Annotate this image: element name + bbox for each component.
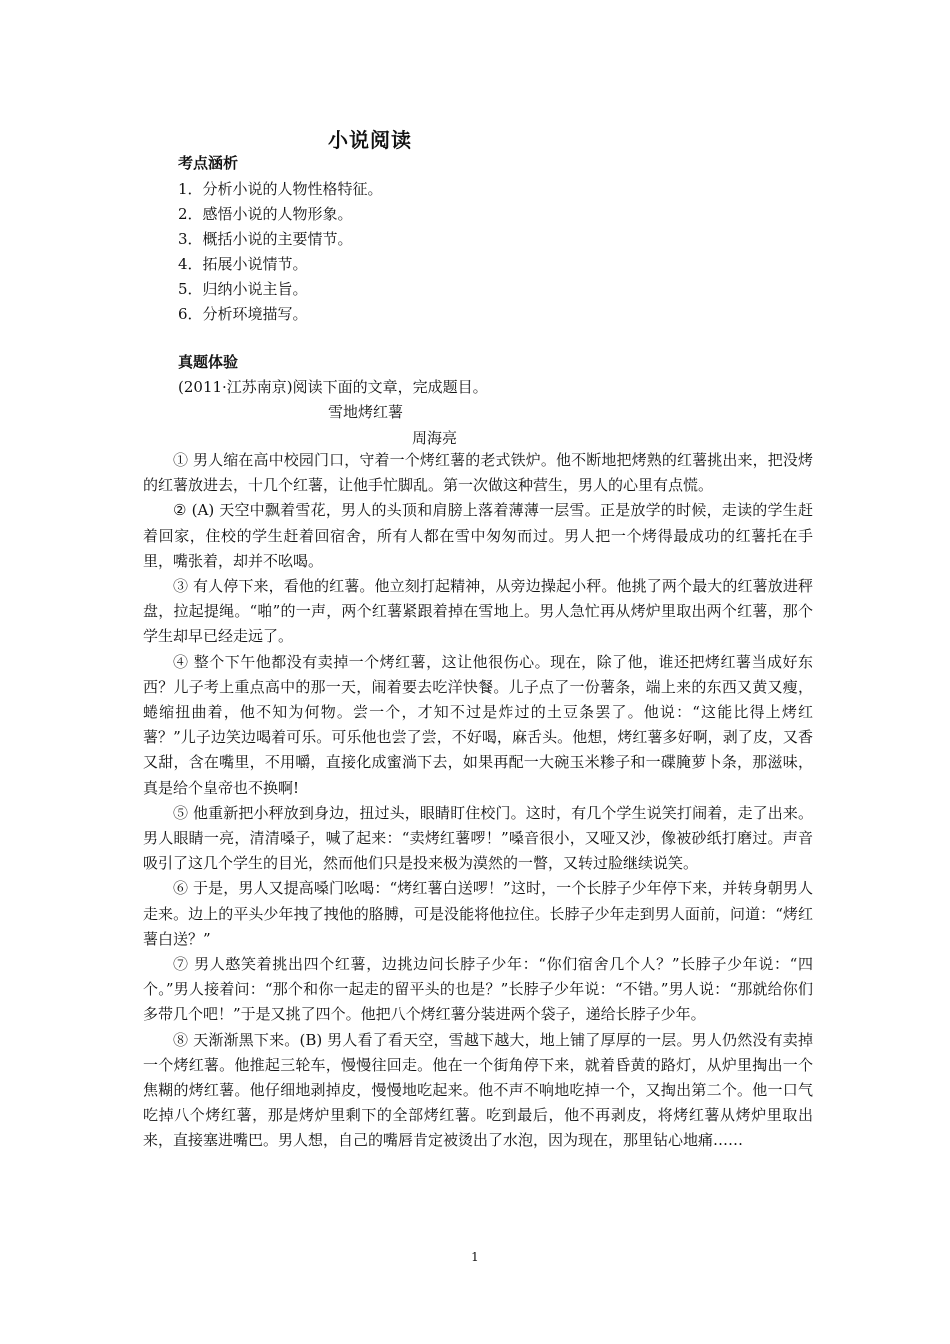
paragraph: ④ 整个下午他都没有卖掉一个烤红薯，这让他很伤心。现在，除了他，谁还把烤红薯当成好东西？儿子考上重点高中的那一天，闹着要去吃洋快餐。儿子点了一份薯条，端上来的东西又黄又瘦，蜷缩扭曲着，他不知为何物。尝一个，才知不过是炸过的土豆条罢了。他说：“这能比得上烤红薯？”儿子边笑边喝着可乐。可乐他也尝了尝，不好喝，麻舌头。他想，烤红薯多好啊，剥了皮，又香又甜，含在嘴里，不用嚼，直接化成蜜淌下去，如果再配一大碗玉米糁子和一碟腌萝卜条，那滋味，真是给个皇帝也不换啊!: [143, 652, 813, 797]
paragraph: ⑤ 他重新把小秤放到身边，扭过头，眼睛盯住校门。这时，有几个学生说笑打闹着，走了出来。男人眼睛一亮，清清嗓子，喊了起来：“卖烤红薯啰！”嗓音很小，又哑又沙，像被砂纸打磨过。声音吸引了这几个学生的目光，然而他们只是投来极为漠然的一瞥，又转过脸继续说笑。: [143, 803, 813, 873]
key-points-list: [178, 177, 383, 327]
paragraph: ③ 有人停下来，看他的红薯。他立刻打起精神，从旁边操起小秤。他挑了两个最大的红薯放进秤盘，拉起提绳。“啪”的一声，两个红薯紧跟着掉在雪地上。男人急忙再从烤炉里取出两个红薯，那个学生却早已经走远了。: [143, 577, 813, 646]
list-item: 1．分析小说的人物性格特征。: [178, 180, 383, 198]
list-item: 5．归纳小说主旨。: [178, 280, 308, 298]
page-number: 1: [471, 1250, 479, 1264]
paragraph: ① 男人缩在高中校园门口，守着一个烤红薯的老式铁炉。他不断地把烤熟的红薯挑出来，把没烤的红薯放进去，十几个红薯，让他手忙脚乱。第一次做这种营生，男人的心里有点慌。: [143, 451, 813, 495]
paragraph: ⑦ 男人憨笑着挑出四个红薯，边挑边问长脖子少年：“你们宿舍几个人？”长脖子少年说：“四个。”男人接着问：“那个和你一起走的留平头的也是？”长脖子少年说：“不错。”男人说：“那就给你们多带几个吧！”于是又挑了四个。他把八个烤红薯分装进两个袋子，递给长脖子少年。: [143, 955, 813, 1024]
section-heading-practice: 真题体验: [178, 353, 239, 371]
page-title: 小说阅读: [328, 128, 412, 152]
list-item: 6．分析环境描写。: [178, 305, 308, 323]
section-heading-key-points: 考点涵析: [178, 154, 239, 172]
paragraph: ⑧ 天渐渐黑下来。(B) 男人看了看天空，雪越下越大，地上铺了厚厚的一层。男人仍然没有卖掉一个烤红薯。他推起三轮车，慢慢往回走。他在一个街角停下来，就着昏黄的路灯，从炉里掏出一个焦糊的烤红薯。他仔细地剥掉皮，慢慢地吃起来。他不声不响地吃掉一个，又掏出第二个。他一口气吃掉八个烤红薯，那是烤炉里剩下的全部烤红薯。吃到最后，他不再剥皮，将烤红薯从烤炉里取出来，直接塞进嘴巴。男人想，自己的嘴唇肯定被烫出了水泡，因为现在，那里钻心地痛……: [143, 1030, 813, 1150]
article-body: [143, 448, 813, 1154]
question-source: (2011·江苏南京)阅读下面的文章，完成题目。: [178, 378, 488, 396]
article-author: 周海亮: [412, 429, 458, 447]
paragraph: ② (A) 天空中飘着雪花，男人的头顶和肩膀上落着薄薄一层雪。正是放学的时候，走读的学生赶着回家，住校的学生赶着回宿舍，所有人都在雪中匆匆而过。男人把一个烤得最成功的红薯托在手里，嘴张着，却并不吆喝。: [143, 501, 813, 570]
list-item: 2．感悟小说的人物形象。: [178, 205, 353, 223]
paragraph: ⑥ 于是，男人又提高嗓门吆喝：“烤红薯白送啰！”这时，一个长脖子少年停下来，并转身朝男人走来。边上的平头少年拽了拽他的胳膊，可是没能将他拉住。长脖子少年走到男人面前，问道：“烤红薯白送？”: [143, 879, 813, 948]
article-title: 雪地烤红薯: [328, 403, 404, 421]
list-item: 3．概括小说的主要情节。: [178, 230, 353, 248]
list-item: 4．拓展小说情节。: [178, 255, 308, 273]
